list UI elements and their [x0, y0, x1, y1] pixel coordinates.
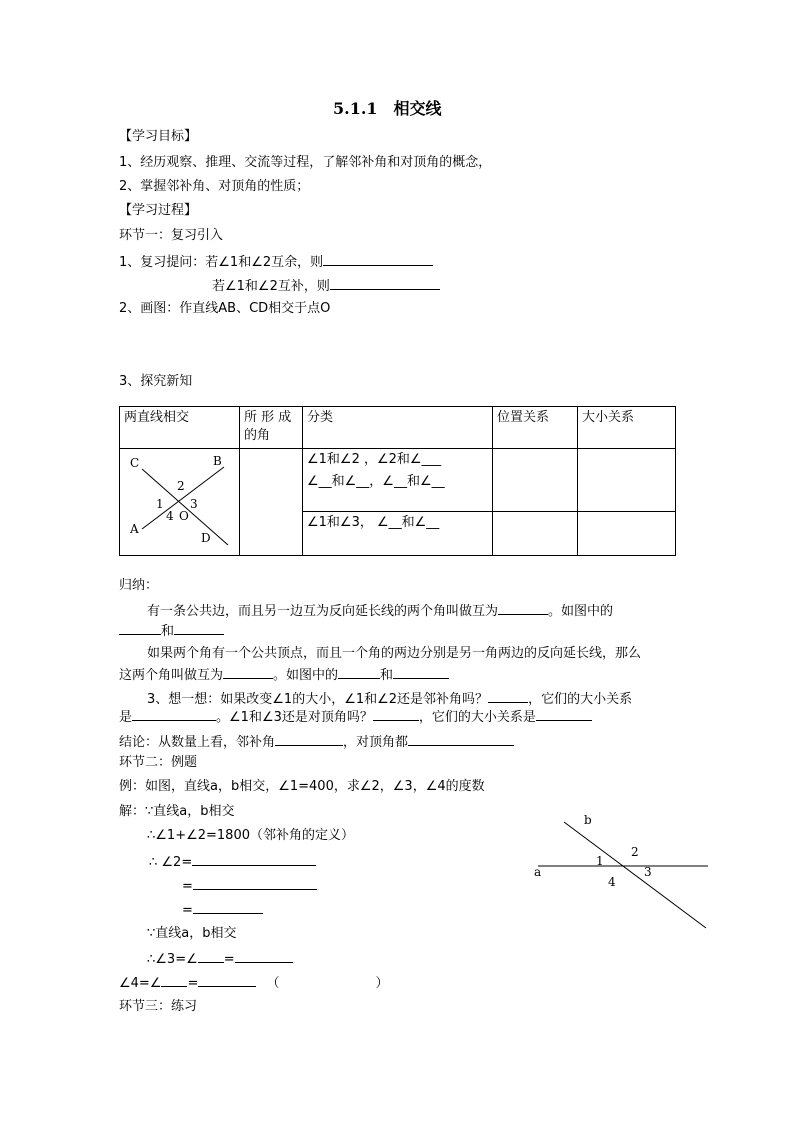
- summary-paragraph-1: [147, 601, 613, 621]
- step-2-text: ∴ ∠2=: [149, 855, 193, 870]
- goal-2: 2、掌握邻补角、对顶角的性质；: [119, 179, 310, 194]
- intersecting-lines-table: [119, 406, 676, 556]
- summary-p2-text-d: 和: [380, 668, 394, 683]
- answer-blank[interactable]: [132, 707, 216, 721]
- step-7-paren-close: ）: [375, 976, 389, 991]
- header-position-relation: 位置关系: [493, 407, 578, 449]
- label-b: B: [213, 454, 222, 468]
- summary-paragraph-1-cont: [119, 621, 224, 641]
- step-6-text-b: =: [223, 952, 235, 967]
- draw-question: 2、画图：作直线AB、CD相交于点O: [119, 301, 331, 316]
- conclusion: [119, 732, 514, 752]
- think-text-e: ，它们的大小关系是: [418, 710, 536, 725]
- step-3-text: =: [182, 879, 193, 894]
- vertical-position-cell: [493, 512, 578, 556]
- solution-step-1: ∴∠1+∠2=1800（邻补角的定义）: [147, 828, 354, 843]
- answer-blank[interactable]: [330, 276, 440, 290]
- answer-blank[interactable]: [536, 707, 592, 721]
- answer-blank[interactable]: [119, 621, 161, 635]
- header-angles-formed: 所 形 成 的角: [240, 407, 303, 449]
- adjacent-angles-cell: [303, 449, 493, 512]
- answer-blank[interactable]: [323, 252, 433, 266]
- summary-p1-text-a: 有一条公共边，而且另一边互为反向延长线的两个角叫做互为: [147, 604, 499, 619]
- adjacent-row-1: ∠1和∠2 ，∠2和∠___: [307, 452, 442, 467]
- angles-formed-cell: [240, 449, 303, 556]
- page-title: 5.1.1 相交线: [333, 99, 442, 118]
- summary-p1-text-c: 和: [161, 624, 175, 639]
- label-line-a: a: [534, 865, 542, 879]
- example-text: 例：如图，直线a，b相交，∠1=400，求∠2，∠3，∠4的度数: [119, 779, 485, 794]
- summary-p2-text-c: 。如图中的: [273, 668, 339, 683]
- figure-cell: [120, 449, 240, 556]
- step-7-text-a: ∠4=∠: [119, 976, 162, 991]
- header-classification: 分类: [303, 407, 493, 449]
- vertical-angles-cell: ∠1和∠3， ∠__和∠__: [303, 512, 493, 556]
- line-cd: [142, 469, 228, 545]
- goals-heading: 【学习目标】: [119, 129, 198, 144]
- solution-step-5: ∵直线a，b相交: [147, 926, 237, 941]
- summary-p1-text-b: 。如图中的: [548, 604, 614, 619]
- solution-step-2: [149, 852, 316, 872]
- label-line-b: b: [584, 813, 592, 827]
- header-size-relation: 大小关系: [578, 407, 676, 449]
- label-angle-3: 3: [190, 497, 198, 511]
- step-7-paren-open: （: [266, 976, 280, 991]
- conclusion-text-a: 结论：从数量上看，邻补角: [119, 735, 276, 750]
- step-7-text-b: =: [187, 976, 199, 991]
- answer-blank[interactable]: [498, 601, 548, 615]
- segment-1-heading: 环节一：复习引入: [119, 228, 224, 243]
- answer-blank[interactable]: [235, 949, 293, 963]
- summary-heading: 归纳：: [119, 578, 159, 593]
- label-angle-4: 4: [166, 509, 174, 523]
- think-text-a: 3、想一想：如果改变∠1的大小，∠1和∠2还是邻补角吗？: [147, 692, 489, 707]
- solution-step-3: [182, 876, 317, 896]
- solution-step-4: [182, 900, 263, 920]
- answer-blank[interactable]: [193, 876, 317, 890]
- example-figure: [528, 808, 718, 936]
- answer-blank[interactable]: [393, 665, 449, 679]
- solution-step-6: [147, 949, 293, 969]
- answer-blank[interactable]: [192, 852, 316, 866]
- answer-blank[interactable]: [373, 707, 419, 721]
- summary-paragraph-2: 如果两个角有一个公共顶点，而且一个角的两边分别是另一角两边的反向延长线，那么: [147, 646, 642, 661]
- summary-p2-text-b: 这两个角叫做互为: [119, 668, 224, 683]
- think-question-cont: [119, 707, 592, 727]
- intersecting-lines-figure: [120, 449, 239, 549]
- summary-paragraph-2-cont: [119, 665, 449, 685]
- review-question-1a: [119, 252, 433, 272]
- review-question-1a-text: 1、复习提问：若∠1和∠2互余，则: [119, 255, 324, 270]
- segment-3-heading: 环节三：练习: [119, 999, 198, 1014]
- segment-2-heading: 环节二：例题: [119, 755, 198, 770]
- answer-blank[interactable]: [223, 665, 273, 679]
- answer-blank[interactable]: [161, 973, 187, 987]
- vertical-size-cell: [578, 512, 676, 556]
- think-text-d: 。∠1和∠3还是对顶角吗？: [216, 710, 373, 725]
- answer-blank[interactable]: [193, 900, 263, 914]
- answer-blank[interactable]: [408, 732, 514, 746]
- adjacent-row-2: ∠__和∠__，∠__和∠__: [307, 474, 445, 489]
- explore-heading: 3、探究新知: [119, 374, 193, 389]
- line-b: [564, 822, 706, 928]
- label-d: D: [201, 531, 211, 545]
- think-text-b: ，它们的大小关系: [528, 692, 633, 707]
- think-text-c: 是: [119, 710, 133, 725]
- label-angle-3: 3: [644, 865, 652, 879]
- step-6-text-a: ∴∠3=∠: [147, 952, 198, 967]
- label-a: A: [130, 522, 139, 536]
- header-two-lines: 两直线相交: [120, 407, 240, 449]
- answer-blank[interactable]: [338, 665, 380, 679]
- goal-1: 1、经历观察、推理、交流等过程，了解邻补角和对顶角的概念，: [119, 155, 492, 170]
- answer-blank[interactable]: [275, 732, 343, 746]
- answer-blank[interactable]: [174, 621, 224, 635]
- label-angle-2: 2: [631, 845, 639, 859]
- review-question-1b-text: 若∠1和∠2互补，则: [212, 279, 330, 294]
- label-angle-4: 4: [608, 875, 616, 889]
- review-question-1b: [212, 276, 440, 296]
- label-o: O: [179, 509, 189, 523]
- answer-blank[interactable]: [198, 949, 224, 963]
- adjacent-position-cell: [493, 449, 578, 512]
- label-angle-2: 2: [177, 479, 185, 493]
- adjacent-size-cell: [578, 449, 676, 512]
- process-heading: 【学习过程】: [119, 203, 198, 218]
- label-angle-1: 1: [596, 854, 604, 868]
- answer-blank[interactable]: [198, 973, 256, 987]
- solution-step-7: [119, 973, 389, 993]
- label-angle-1: 1: [156, 497, 164, 511]
- label-c: C: [130, 456, 140, 470]
- think-question: [147, 689, 632, 709]
- answer-blank[interactable]: [488, 689, 528, 703]
- step-4-text: =: [182, 903, 193, 918]
- conclusion-text-b: ，对顶角都: [343, 735, 409, 750]
- solution-start: 解：∵直线a，b相交: [119, 804, 235, 819]
